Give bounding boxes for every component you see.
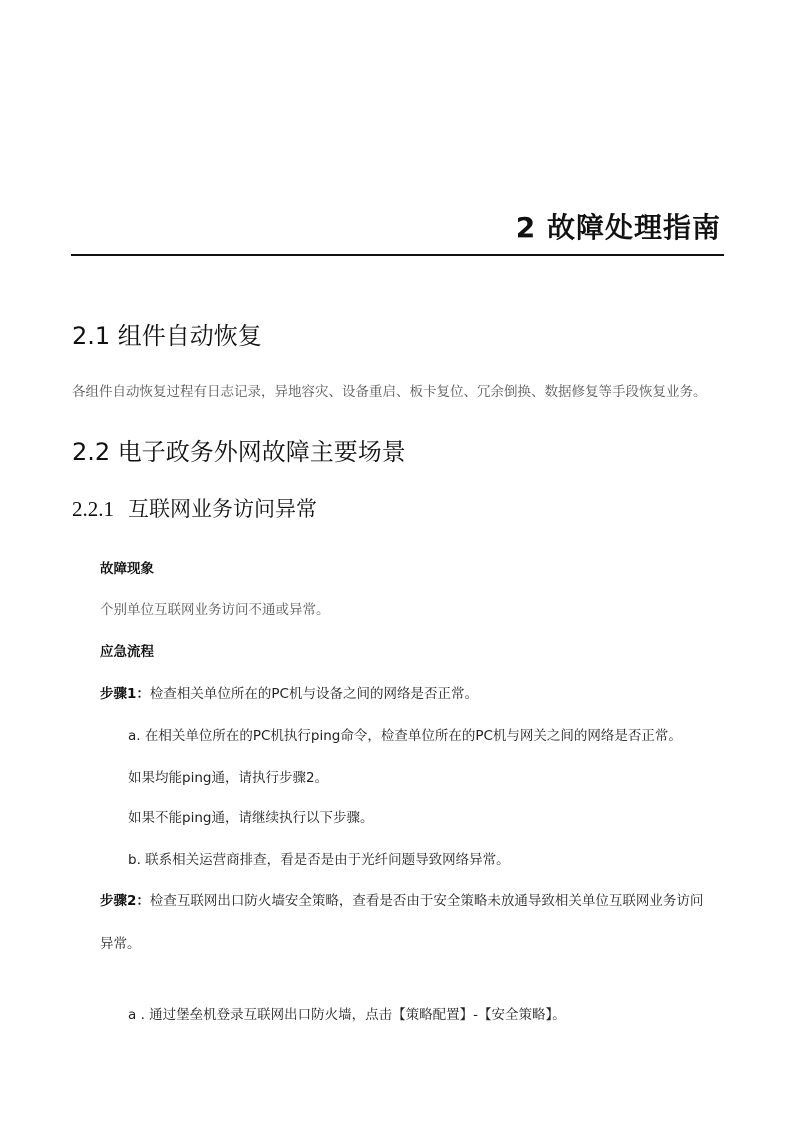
section-2-2-1-heading [72, 493, 317, 523]
chapter-title: 2 故障处理指南 [515, 211, 721, 244]
step-1-a: a. 在相关单位所在的PC机执行ping命令，检查单位所在的PC机与网关之间的网络是否正常。 [128, 728, 682, 744]
section-2-2-1-number: 2.2.1 [72, 497, 114, 521]
process-label: 应急流程 [100, 644, 154, 660]
step-2-label: 步骤2： [100, 893, 150, 909]
section-2-1-body: 各组件自动恢复过程有日志记录，异地容灾、设备重启、板卡复位、冗余倒换、数据修复等手段恢复业务。 [72, 384, 707, 400]
section-2-2-1-title: 互联网业务访问异常 [128, 497, 317, 521]
section-2-1-heading: 2.1 组件自动恢复 [72, 322, 262, 350]
step-1-if-yes: 如果均能ping通，请执行步骤2。 [128, 770, 329, 786]
step-1-b: b. 联系相关运营商排查，看是否是由于光纤问题导致网络异常。 [128, 852, 510, 868]
step-1-label: 步骤1： [100, 686, 150, 702]
step-2 [100, 889, 703, 909]
step-2-text-continued: 异常。 [100, 936, 141, 952]
step-1 [100, 682, 478, 702]
symptom-label: 故障现象 [100, 561, 154, 577]
chapter-rule [71, 254, 724, 256]
step-2-a: a . 通过堡垒机登录互联网出口防火墙，点击【策略配置】-【安全策略】。 [128, 1007, 566, 1023]
step-2-text: 检查互联网出口防火墙安全策略，查看是否由于安全策略未放通导致相关单位互联网业务访问 [149, 893, 704, 909]
step-1-if-no: 如果不能ping通，请继续执行以下步骤。 [128, 810, 374, 826]
section-2-2-heading: 2.2 电子政务外网故障主要场景 [72, 438, 406, 466]
step-1-text: 检查相关单位所在的PC机与设备之间的网络是否正常。 [149, 686, 478, 702]
symptom-text: 个别单位互联网业务访问不通或异常。 [100, 602, 330, 618]
